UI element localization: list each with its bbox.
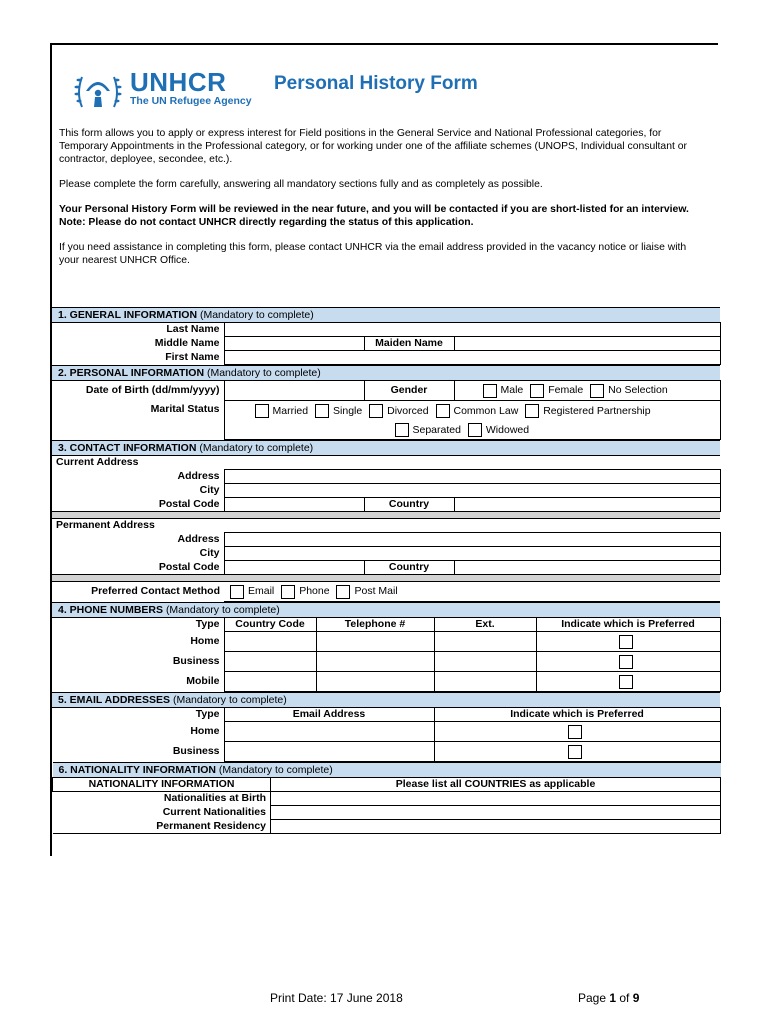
marital-single-label: Single <box>333 404 363 417</box>
marital-widowed-label: Widowed <box>485 423 530 436</box>
marital-single-checkbox[interactable] <box>315 404 329 418</box>
phone-col-telephone: Telephone # <box>316 618 434 632</box>
nationality-information-section: 6. NATIONALITY INFORMATION (Mandatory to complete) NATIONALITY INFORMATION Please list all COUNTRIES as applicable Nationalities at Birth Current Nationalities Permanent Residency <box>52 762 721 834</box>
current-city-input[interactable] <box>224 484 720 498</box>
marital-status-label: Marital Status <box>150 402 220 415</box>
section-3-title: 3. CONTACT INFORMATION <box>58 441 197 454</box>
divider <box>52 575 720 582</box>
maiden-name-input[interactable] <box>454 337 720 351</box>
email-business-preferred-checkbox[interactable] <box>568 745 582 759</box>
phone-mobile-country-code[interactable] <box>224 672 316 692</box>
permanent-country-input[interactable] <box>454 561 720 575</box>
permanent-postal-input[interactable] <box>224 561 364 575</box>
phone-mobile-preferred-checkbox[interactable] <box>619 675 633 689</box>
form-title: Personal History Form <box>274 73 478 94</box>
phone-business-preferred-checkbox[interactable] <box>619 655 633 669</box>
section-4-title: 4. PHONE NUMBERS <box>58 603 164 616</box>
contact-post-mail-checkbox[interactable] <box>336 585 350 599</box>
middle-name-label: Middle Name <box>154 337 220 349</box>
gender-no-selection-checkbox[interactable] <box>590 384 604 398</box>
last-name-input[interactable] <box>224 323 720 337</box>
phone-col-type: Type <box>195 618 220 631</box>
nationality-col-countries: Please list all COUNTRIES as applicable <box>271 778 721 792</box>
permanent-address-input[interactable] <box>224 533 720 547</box>
marital-divorced-label: Divorced <box>387 404 429 417</box>
table-row <box>53 820 721 834</box>
current-country-input[interactable] <box>454 498 720 512</box>
nationality-birth-input[interactable] <box>271 792 721 806</box>
contact-email-checkbox[interactable] <box>230 585 244 599</box>
marital-registered-partnership-checkbox[interactable] <box>525 404 539 418</box>
first-name-input[interactable] <box>224 351 720 365</box>
marital-common-law-checkbox[interactable] <box>436 404 450 418</box>
phone-home-ext[interactable] <box>434 632 536 652</box>
dob-input[interactable] <box>224 381 364 401</box>
table-row <box>52 722 720 742</box>
contact-phone-label: Phone <box>299 585 330 598</box>
table-row <box>53 792 721 806</box>
email-col-type: Type <box>195 708 220 721</box>
phone-business-number[interactable] <box>316 652 434 672</box>
phone-mobile-number[interactable] <box>316 672 434 692</box>
table-row <box>52 672 720 692</box>
permanent-city-input[interactable] <box>224 547 720 561</box>
personal-information-section: 2. PERSONAL INFORMATION (Mandatory to complete) Date of Birth (dd/mm/yyyy) Gender Male Female No Selection Marital Status Married Single Divorced Common Law Registered Partnership Separated Widowed <box>52 365 721 440</box>
contact-post-mail-label: Post Mail <box>354 585 398 598</box>
permanent-address-label: Address <box>177 533 220 545</box>
print-date: Print Date: 17 June 2018 <box>270 991 403 1005</box>
phone-home-label: Home <box>190 635 220 647</box>
intro-paragraph-1: This form allows you to apply or express interest for Field positions in the General Service and National Professional categories, for Temporary Appointments in the Professional category, or for working under one of the affiliate schemes (UNOPS, Individual consultant or contractor, deployee, secondee, etc.). <box>59 128 687 165</box>
form-header <box>52 45 718 119</box>
unhcr-logo-icon <box>72 67 124 113</box>
marital-common-law-label: Common Law <box>453 404 519 417</box>
table-row <box>52 652 720 672</box>
logo-text <box>130 69 252 108</box>
phone-col-ext: Ext. <box>434 618 536 632</box>
email-home-preferred-checkbox[interactable] <box>568 725 582 739</box>
nationality-residency-input[interactable] <box>271 820 721 834</box>
intro-text <box>52 119 718 267</box>
intro-note: Note: Please do not contact UNHCR directly regarding the status of this application. <box>59 217 474 228</box>
table-row <box>53 806 721 820</box>
section-1-title: 1. GENERAL INFORMATION <box>58 308 198 321</box>
current-address-input[interactable] <box>224 470 720 484</box>
gender-female-checkbox[interactable] <box>530 384 544 398</box>
gender-female-label: Female <box>548 384 584 397</box>
dob-label: Date of Birth (dd/mm/yyyy) <box>85 384 220 397</box>
marital-married-label: Married <box>272 404 309 417</box>
nationality-col-info: NATIONALITY INFORMATION <box>53 778 271 792</box>
phone-home-number[interactable] <box>316 632 434 652</box>
phone-mobile-ext[interactable] <box>434 672 536 692</box>
table-row <box>52 632 720 652</box>
first-name-label: First Name <box>165 351 220 363</box>
mandatory-note: (Mandatory to complete) <box>199 308 314 321</box>
marital-registered-partnership-label: Registered Partnership <box>543 404 651 417</box>
current-city-label: City <box>199 484 220 496</box>
email-addresses-section: 5. EMAIL ADDRESSES (Mandatory to complete) Type Email Address Indicate which is Preferred Home Business <box>52 692 721 762</box>
middle-name-input[interactable] <box>224 337 364 351</box>
current-address-label: Address <box>177 470 220 482</box>
contact-email-label: Email <box>248 585 275 598</box>
nationality-residency-label: Permanent Residency <box>53 820 271 834</box>
phone-business-country-code[interactable] <box>224 652 316 672</box>
phone-business-label: Business <box>172 655 220 667</box>
marital-separated-label: Separated <box>412 423 461 436</box>
permanent-address-heading: Permanent Address <box>56 519 155 531</box>
phone-numbers-section: 4. PHONE NUMBERS (Mandatory to complete) Type Country Code Telephone # Ext. Indicate which is Preferred Home Business Mobile <box>52 602 721 692</box>
marital-widowed-checkbox[interactable] <box>468 423 482 437</box>
marital-married-checkbox[interactable] <box>255 404 269 418</box>
gender-label: Gender <box>390 384 428 396</box>
nationality-current-input[interactable] <box>271 806 721 820</box>
form-sections <box>52 307 720 834</box>
form-page <box>50 43 718 856</box>
intro-paragraph-5: If you need assistance in completing this form, please contact UNHCR via the email address provided in the vacancy notice or liaise with your nearest UNHCR Office. <box>59 242 687 266</box>
email-col-preferred: Indicate which is Preferred <box>434 708 720 722</box>
section-2-title: 2. PERSONAL INFORMATION <box>58 366 205 379</box>
nationality-current-label: Current Nationalities <box>162 806 266 818</box>
nationality-birth-label: Nationalities at Birth <box>163 792 266 805</box>
marital-divorced-checkbox[interactable] <box>369 404 383 418</box>
current-postal-input[interactable] <box>224 498 364 512</box>
preferred-contact-label: Preferred Contact Method <box>91 585 220 598</box>
email-home-label: Home <box>190 725 220 737</box>
gender-no-selection-label: No Selection <box>608 384 668 397</box>
current-address-heading: Current Address <box>56 456 139 468</box>
maiden-name-label: Maiden Name <box>364 337 454 351</box>
general-information-section <box>52 307 721 365</box>
phone-mobile-label: Mobile <box>186 675 220 687</box>
last-name-label: Last Name <box>166 323 220 336</box>
current-postal-label: Postal Code <box>158 497 220 510</box>
contact-phone-checkbox[interactable] <box>281 585 295 599</box>
gender-male-label: Male <box>500 384 524 397</box>
permanent-country-label: Country <box>364 561 454 575</box>
contact-information-section: 3. CONTACT INFORMATION (Mandatory to complete) Current Address Address City Postal Code Country Permanent Address Address City Postal Code Country Preferred Contact Method Email Phone Post Mail <box>52 440 721 602</box>
phone-home-preferred-checkbox[interactable] <box>619 635 633 649</box>
email-business-input[interactable] <box>224 742 434 762</box>
phone-home-country-code[interactable] <box>224 632 316 652</box>
current-country-label: Country <box>364 498 454 512</box>
phone-col-country-code: Country Code <box>224 618 316 632</box>
intro-paragraph-2: Please complete the form carefully, answering all mandatory sections fully and as completely as possible. <box>59 179 543 190</box>
marital-separated-checkbox[interactable] <box>395 423 409 437</box>
table-row <box>52 742 720 762</box>
gender-male-checkbox[interactable] <box>483 384 497 398</box>
divider <box>52 512 720 519</box>
email-col-address: Email Address <box>224 708 434 722</box>
section-5-title: 5. EMAIL ADDRESSES <box>58 693 171 706</box>
phone-business-ext[interactable] <box>434 652 536 672</box>
logo-subtitle: The UN Refugee Agency <box>130 95 252 107</box>
page-number: Page 1 of 9 <box>578 991 640 1005</box>
email-home-input[interactable] <box>224 722 434 742</box>
section-6-title: 6. NATIONALITY INFORMATION <box>58 763 216 776</box>
logo-name: UNHCR <box>130 67 227 97</box>
email-business-label: Business <box>172 745 220 757</box>
permanent-postal-label: Postal Code <box>158 560 220 573</box>
phone-col-preferred: Indicate which is Preferred <box>536 618 720 632</box>
intro-paragraph-3: Your Personal History Form will be reviewed in the near future, and you will be contacted if you are short-listed for an interview. <box>59 204 689 215</box>
permanent-city-label: City <box>199 547 220 559</box>
